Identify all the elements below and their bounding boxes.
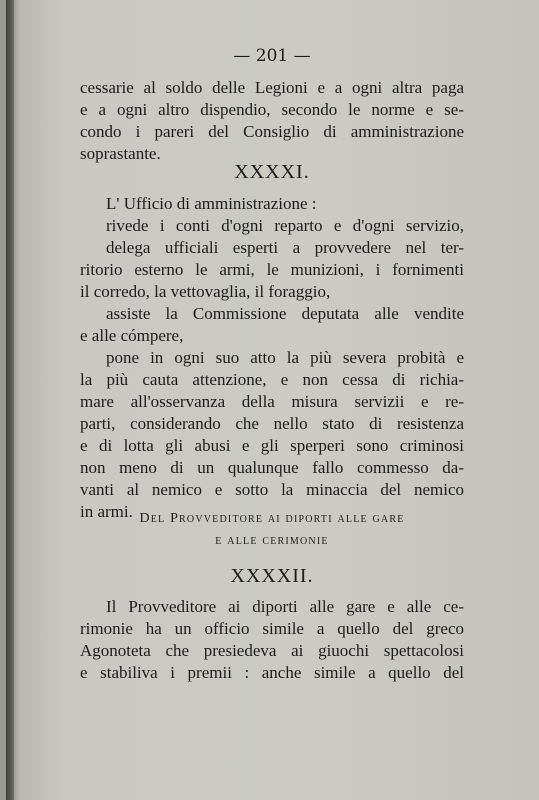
paragraph-1 <box>80 77 464 165</box>
text-line: il corredo, la vettovaglia, il foraggio, <box>80 282 331 301</box>
text-line: rimonie ha un officio simile a quello del greco <box>80 619 464 638</box>
text-line: Il Provveditore ai diporti alle gare e alle ce- <box>106 597 464 616</box>
text-line: pone in ogni suo atto la più severa probità e <box>106 348 464 367</box>
text-line: delega ufficiali esperti a provvedere nel ter- <box>106 238 464 257</box>
text-line: non meno di un qualunque fallo commesso da- <box>80 458 464 477</box>
text-line: assiste la Commissione deputata alle vendite <box>106 304 464 323</box>
text-line: rivede i conti d'ogni reparto e d'ogni servizio, <box>106 216 464 235</box>
text-line: in armi. <box>80 502 133 521</box>
text-line: la più cauta attenzione, e non cessa di richia- <box>80 370 464 389</box>
text-line: e a ogni altro dispendio, secondo le norme e se- <box>80 100 464 119</box>
article-heading-xxxxii: XXXXII. <box>230 565 314 587</box>
text-line: e stabiliva i premii : anche simile a quello del <box>80 663 464 682</box>
text-line: Agonoteta che presiedeva ai giuochi spettacolosi <box>80 641 464 660</box>
paragraph-2 <box>80 193 464 523</box>
text-line: soprastante. <box>80 144 161 163</box>
page-number: — 201 — <box>233 46 311 66</box>
text-line: e alle cómpere, <box>80 326 184 345</box>
text-line: L' Ufficio di amministrazione : <box>106 194 317 213</box>
section-title <box>80 508 464 552</box>
text-line: parti, considerando che nello stato di resistenza <box>80 414 464 433</box>
page-binding-shadow <box>6 0 14 800</box>
section-title-line-2: e alle cerimonie <box>215 533 329 548</box>
text-line: e di lotta gli abusi e gli sperperi sono criminosi <box>80 436 464 455</box>
article-heading-xxxxi: XXXXI. <box>234 161 310 183</box>
section-title-line-1: Del Provveditore ai diporti alle gare <box>139 511 405 526</box>
text-line: mare all'osservanza della misura servizii e re- <box>80 392 464 411</box>
book-page <box>6 0 539 800</box>
text-line: ritorio esterno le armi, le munizioni, i fornimenti <box>80 260 464 279</box>
text-line: condo i pareri del Consiglio di amministrazione <box>80 122 464 141</box>
text-line: vanti al nemico e sotto la minaccia del nemico <box>80 480 464 499</box>
text-line: cessarie al soldo delle Legioni e a ogni altra paga <box>80 78 464 97</box>
paragraph-3 <box>80 596 464 684</box>
